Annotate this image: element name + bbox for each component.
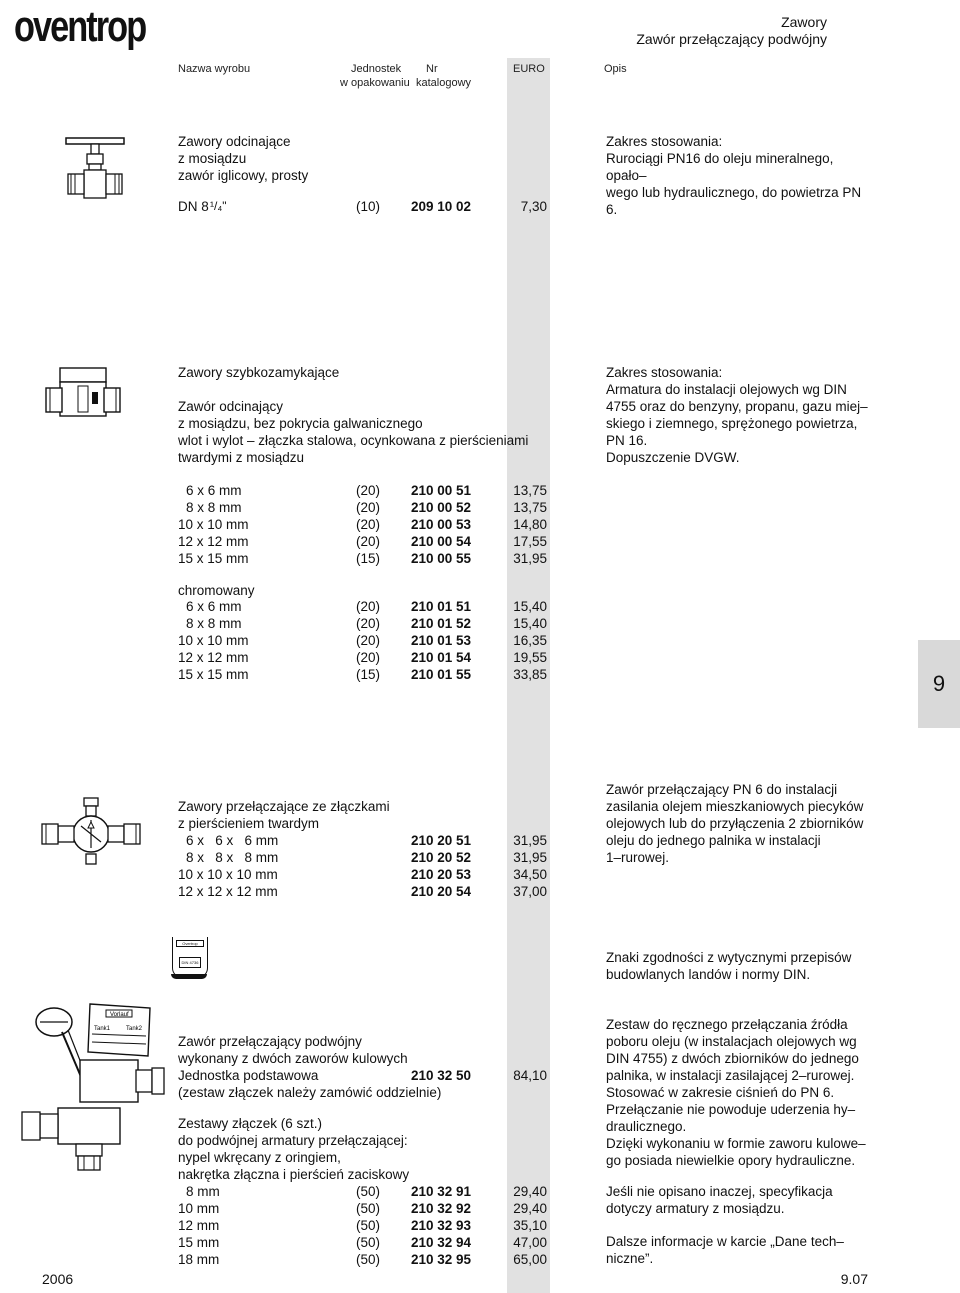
row-nr: 210 00 55 <box>411 551 472 566</box>
sec4-desc <box>606 1016 868 1169</box>
row-pack: (20) <box>356 650 381 665</box>
row-pack: (20) <box>356 500 381 515</box>
row-nr: 210 32 93 <box>411 1218 472 1233</box>
row-nr: 210 00 53 <box>411 517 472 532</box>
row-euro: 31,95 <box>513 833 547 848</box>
table-row <box>178 883 547 900</box>
row-name: 15 x 15 mm <box>178 551 249 566</box>
sec4-set-line: nakrętka złączna i pierścień zaciskowy <box>178 1167 410 1182</box>
row-pack: (20) <box>356 616 381 631</box>
col-header-nr-1: Nr <box>426 63 438 75</box>
sec1-desc <box>606 133 868 218</box>
col-header-pack-1: Jednostek <box>351 63 402 75</box>
row-pack: (50) <box>356 1218 381 1233</box>
sec4-desc-line: go posiada niewielkie opory hydrauliczne. <box>606 1153 856 1168</box>
row-name: 6 x 6 x 6 mm <box>186 833 279 848</box>
sec4-desc2 <box>606 1183 868 1217</box>
row-pack: (20) <box>356 599 381 614</box>
row-pack: (15) <box>356 551 381 566</box>
chapter-tab[interactable]: 9 <box>918 640 960 728</box>
row-euro: 13,75 <box>513 483 547 498</box>
row-name: 6 x 6 mm <box>186 483 242 498</box>
row-pack: (50) <box>356 1235 381 1250</box>
row-euro: 19,55 <box>513 650 547 665</box>
approval-sign-base <box>171 974 207 979</box>
label-tank2: Tank2 <box>126 1026 143 1032</box>
table-row <box>178 1200 547 1217</box>
row-name: 8 mm <box>186 1184 220 1199</box>
row-euro: 31,95 <box>513 850 547 865</box>
col-header-desc: Opis <box>604 63 627 75</box>
row-nr: 210 32 95 <box>411 1252 472 1267</box>
table-row <box>178 649 547 666</box>
quick-shutoff-valve-image <box>42 364 124 422</box>
sec3-title: Zawory przełączające ze złączkami <box>178 799 390 814</box>
row-name: 10 mm <box>178 1201 220 1216</box>
row-euro: 65,00 <box>513 1252 547 1267</box>
row-euro: 15,40 <box>513 616 547 631</box>
chrome-label: chromowany <box>178 583 255 598</box>
sec3-desc-line: Zawór przełączający PN 6 do instalacji <box>606 782 838 797</box>
double-changeover-valve-image <box>18 1000 168 1175</box>
row-nr: 210 01 54 <box>411 650 472 665</box>
approval-sign-din: DIN 4736 <box>179 957 201 968</box>
row-euro: 29,40 <box>513 1201 547 1216</box>
footer-page: 9.07 <box>840 1271 868 1287</box>
row-nr: 210 32 50 <box>411 1068 472 1083</box>
sign-desc-line: budowlanych landów i normy DIN. <box>606 967 811 982</box>
row-nr: 210 00 52 <box>411 500 472 515</box>
row-euro: 15,40 <box>513 599 547 614</box>
row-name: 12 x 12 mm <box>178 650 249 665</box>
sec3-desc-line: 1–rurowej. <box>606 850 670 865</box>
sec3-desc <box>606 781 868 866</box>
approval-sign <box>172 937 208 978</box>
sec4-note: (zestaw złączek należy zamówić oddzielnie) <box>178 1085 442 1100</box>
sec4-set-title: Zestawy złączek (6 szt.) <box>178 1116 323 1131</box>
row-nr: 210 32 91 <box>411 1184 472 1199</box>
row-euro: 14,80 <box>513 517 547 532</box>
row-nr: 210 20 51 <box>411 833 472 848</box>
row-name: DN 8 <box>178 199 209 214</box>
sec1-desc-line: wego lub hydraulicznego, do powietrza PN 6. <box>606 185 862 217</box>
table-row <box>178 198 547 215</box>
row-euro: 37,00 <box>513 884 547 899</box>
sec4-desc-line: Dzięki wykonaniu w formie zaworu kulowe– <box>606 1136 866 1151</box>
sec4-desc-line: DIN 4755) z dwóch zbiorników do jednego <box>606 1051 859 1066</box>
row-nr: 210 00 51 <box>411 483 472 498</box>
row-euro: 31,95 <box>513 551 547 566</box>
table-row <box>186 499 547 516</box>
row-name: 18 mm <box>178 1252 220 1267</box>
row-name: 15 mm <box>178 1235 220 1250</box>
row-name: 12 mm <box>178 1218 220 1233</box>
col-header-pack-2: w opakowaniu <box>340 77 410 89</box>
row-euro: 33,85 <box>513 667 547 682</box>
row-name: 8 x 8 mm <box>186 500 242 515</box>
sec1-title: Zawory odcinające <box>178 134 291 149</box>
sec2-desc-line: Zakres stosowania: <box>606 365 723 380</box>
row-nr: 210 00 54 <box>411 534 472 549</box>
row-euro: 34,50 <box>513 867 547 882</box>
sec1-line2: z mosiądzu <box>178 151 247 166</box>
col-header-nr-2: katalogowy <box>416 77 472 89</box>
changeover-valve-image <box>36 796 146 868</box>
row-nr: 210 20 54 <box>411 884 472 899</box>
sec3-desc-line: zasilania olejem mieszkaniowych piecyków <box>606 799 864 814</box>
table-row <box>178 866 547 883</box>
sec4-set-line: do podwójnej armatury przełączającej: <box>178 1133 408 1148</box>
row-euro: 13,75 <box>513 500 547 515</box>
row-euro: 47,00 <box>513 1235 547 1250</box>
sec4-desc-line: palnika, w instalacji zasilającej 2–rurowej. <box>606 1068 855 1083</box>
footer-year: 2006 <box>42 1271 74 1287</box>
sec2-line: wlot i wylot – złączka stalowa, ocynkowana z pierścieniami <box>178 433 529 448</box>
table-row <box>186 832 547 849</box>
sec3-desc-line: oleju do jednego palnika w instalacji <box>606 833 821 848</box>
table-row <box>178 632 547 649</box>
sec4-set-line: nypel wkręcany z oringiem, <box>178 1150 341 1165</box>
table-row <box>178 666 547 683</box>
sec2-desc <box>606 364 868 466</box>
table-row <box>178 1234 547 1251</box>
sec4-desc-line: poboru oleju (w instalacjach olejowych wg <box>606 1034 857 1049</box>
row-name: 8 x 8 mm <box>186 616 242 631</box>
row-name: 6 x 6 mm <box>186 599 242 614</box>
row-pack: (50) <box>356 1201 381 1216</box>
row-name: 12 x 12 mm <box>178 534 249 549</box>
row-nr: 210 20 53 <box>411 867 472 882</box>
row-pack: (20) <box>356 483 381 498</box>
sec4-title: Zawór przełączający podwójny <box>178 1034 362 1049</box>
table-row <box>178 516 547 533</box>
row-pack: (20) <box>356 517 381 532</box>
table-row <box>186 849 547 866</box>
table-row <box>186 482 547 499</box>
table-row <box>178 1217 547 1234</box>
row-euro: 7,30 <box>520 199 547 214</box>
row-pack: (20) <box>356 534 381 549</box>
sec2-desc-line: Dopuszczenie DVGW. <box>606 450 740 465</box>
sec1-desc-line: Zakres stosowania: <box>606 134 723 149</box>
sec1-line3: zawór iglicowy, prosty <box>178 168 309 183</box>
row-nr: 210 32 92 <box>411 1201 472 1216</box>
row-euro: 35,10 <box>513 1218 547 1233</box>
sec4-desc2-line: Jeśli nie opisano inaczej, specyfikacja <box>606 1184 833 1199</box>
sec4-desc3 <box>606 1233 868 1267</box>
row-euro: 16,35 <box>513 633 547 648</box>
col-header-euro: EURO <box>513 63 545 75</box>
sec2-desc-line: Armatura do instalacji olejowych wg DIN <box>606 382 847 397</box>
col-header-name: Nazwa wyrobu <box>178 63 251 75</box>
row-pack: (50) <box>356 1252 381 1267</box>
row-euro: 84,10 <box>513 1068 547 1083</box>
sec1-desc-line: Rurociągi PN16 do oleju mineralnego, opało– <box>606 151 834 183</box>
sec2-desc-line: skiego i ziemnego, sprężonego powietrza, <box>606 416 858 431</box>
row-euro: 29,40 <box>513 1184 547 1199</box>
label-vorlauf: Vorlauf <box>110 1012 129 1018</box>
row-nr: 210 01 53 <box>411 633 472 648</box>
row-size: ¹/₄" <box>210 199 227 213</box>
logo: oventrop <box>14 2 146 51</box>
label-tank1: Tank1 <box>94 1026 111 1032</box>
page-title-line1: Zawory <box>781 14 827 30</box>
sign-desc <box>606 949 868 983</box>
sign-desc-line: Znaki zgodności z wytycznymi przepisów <box>606 950 852 965</box>
page-title-line2: Zawór przełączający podwójny <box>636 31 827 47</box>
row-euro: 17,55 <box>513 534 547 549</box>
row-name: 10 x 10 x 10 mm <box>178 867 278 882</box>
table-row <box>178 1067 547 1084</box>
row-name: 10 x 10 mm <box>178 633 249 648</box>
row-pack: (50) <box>356 1184 381 1199</box>
sec4-desc-line: Zestaw do ręcznego przełączania źródła <box>606 1017 848 1032</box>
sec3-line2: z pierścieniem twardym <box>178 816 320 831</box>
row-nr: 209 10 02 <box>411 199 472 214</box>
sec4-desc-line: Przełączanie nie powoduje uderzenia hy– <box>606 1102 856 1117</box>
row-pack: (15) <box>356 667 381 682</box>
row-nr: 210 20 52 <box>411 850 472 865</box>
sec2-title: Zawory szybkozamykające <box>178 365 340 380</box>
sec2-line: z mosiądzu, bez pokrycia galwanicznego <box>178 416 423 431</box>
sec2-desc-line: 4755 oraz do benzyny, propanu, gazu miej– <box>606 399 868 414</box>
sec4-desc3-line: niczne”. <box>606 1251 654 1266</box>
sec2-desc-line: PN 16. <box>606 433 648 448</box>
sec4-desc3-line: Dalsze informacje w karcie „Dane tech– <box>606 1234 844 1249</box>
row-pack: (20) <box>356 633 381 648</box>
table-row <box>178 533 547 550</box>
table-row <box>178 1183 547 1200</box>
row-nr: 210 01 51 <box>411 599 472 614</box>
row-nr: 210 01 52 <box>411 616 472 631</box>
needle-valve-image <box>60 130 130 205</box>
sec4-line: wykonany z dwóch zaworów kulowych <box>178 1051 408 1066</box>
sec4-desc-line: Stosować w zakresie ciśnień do PN 6. <box>606 1085 835 1100</box>
sec4-desc-line: draulicznego. <box>606 1119 687 1134</box>
table-row <box>186 615 547 632</box>
row-name: 12 x 12 x 12 mm <box>178 884 278 899</box>
sec2-subtitle: Zawór odcinający <box>178 399 284 414</box>
table-row <box>178 1251 547 1268</box>
row-name: 15 x 15 mm <box>178 667 249 682</box>
approval-sign-top: Overtrop <box>176 940 204 947</box>
table-row <box>186 598 547 615</box>
sec3-desc-line: olejowych lub do przyłączenia 2 zbiorników <box>606 816 864 831</box>
row-name: Jednostka podstawowa <box>178 1068 319 1083</box>
row-name: 8 x 8 x 8 mm <box>186 850 279 865</box>
sec2-line: twardymi z mosiądzu <box>178 450 305 465</box>
row-pack: (10) <box>356 199 381 214</box>
row-nr: 210 32 94 <box>411 1235 472 1250</box>
row-nr: 210 01 55 <box>411 667 472 682</box>
table-row <box>178 550 547 567</box>
row-name: 10 x 10 mm <box>178 517 249 532</box>
sec4-desc2-line: dotyczy armatury z mosiądzu. <box>606 1201 785 1216</box>
